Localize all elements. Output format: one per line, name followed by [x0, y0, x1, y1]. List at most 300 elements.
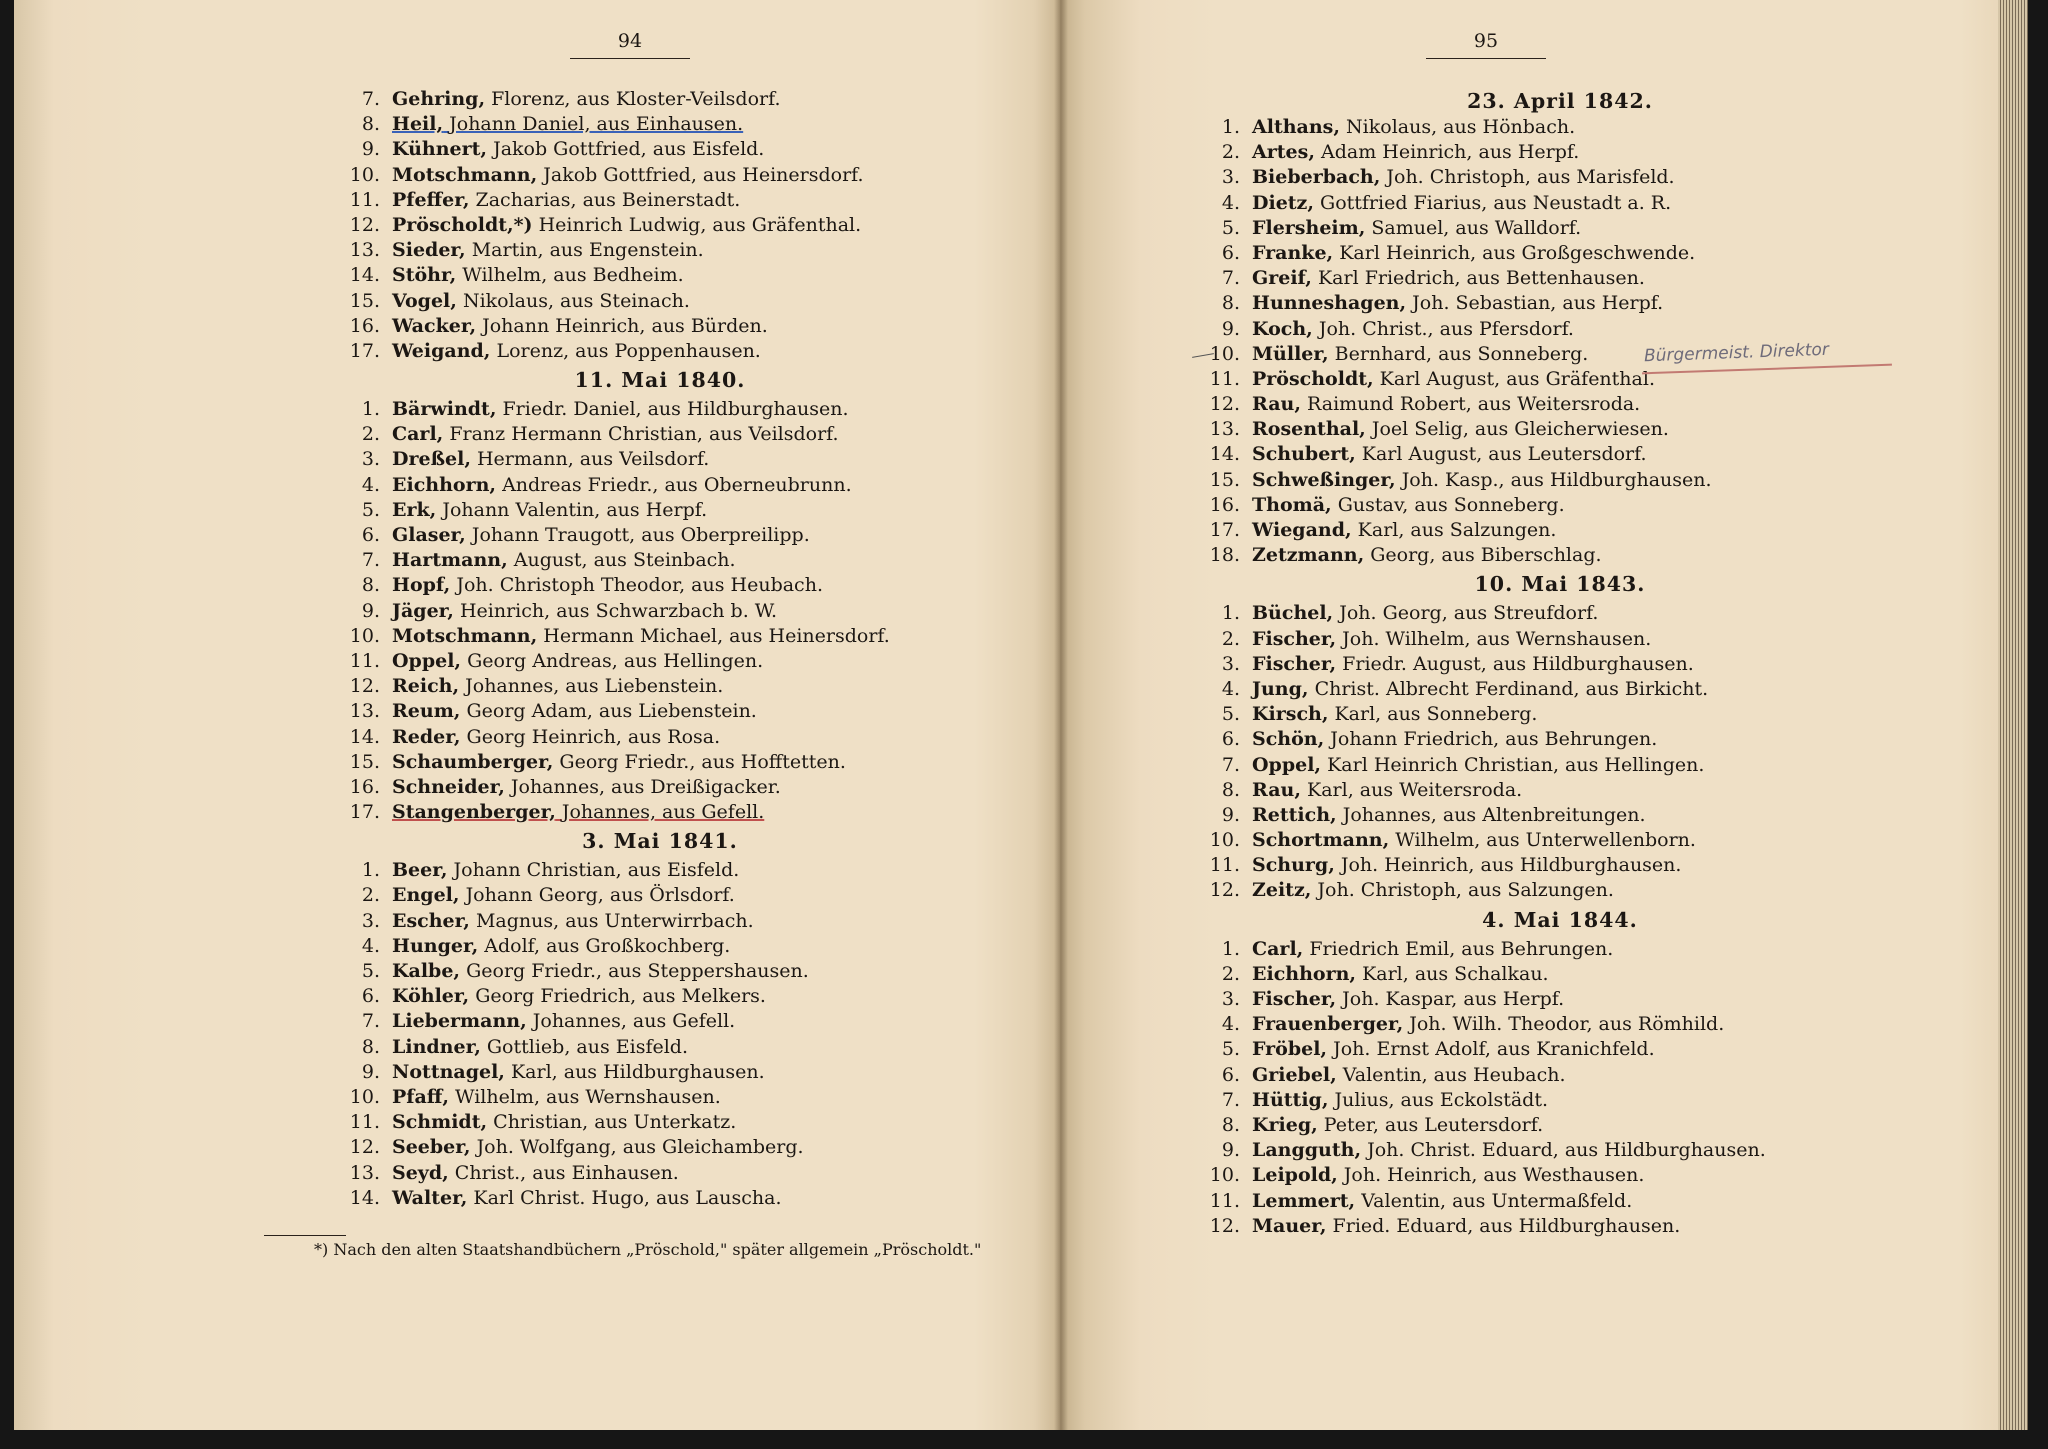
entry-surname: Zeitz,: [1252, 879, 1312, 902]
entry-surname: Pfeffer,: [392, 188, 470, 211]
entry-text: [1252, 494, 1565, 516]
list-item: [1200, 468, 1920, 493]
list-item: [340, 163, 980, 188]
entry-number: 6.: [1221, 1063, 1240, 1086]
entry-details: Johannes, aus Gefell.: [561, 801, 765, 824]
entry-text: [392, 88, 781, 110]
list-item: [340, 624, 980, 649]
entry-surname: Jäger,: [392, 599, 454, 622]
entry-surname: Schurg,: [1252, 854, 1335, 877]
entry-details: Karl Heinrich, aus Großgeschwende.: [1339, 241, 1696, 264]
list-item: [1200, 1163, 1920, 1188]
list-item: [340, 909, 980, 934]
entry-surname: Hopf,: [392, 574, 451, 597]
list-item: [1200, 216, 1920, 241]
entry-details: Georg Friedr., aus Hofftetten.: [559, 750, 846, 773]
entry-surname: Fischer,: [1252, 988, 1337, 1010]
entry-number: 8.: [1221, 1113, 1240, 1136]
entry-surname: Oppel,: [392, 649, 462, 672]
entry-text: [1252, 728, 1657, 750]
list-item: [1200, 367, 1920, 392]
list-item: [1200, 266, 1920, 291]
entry-surname: Reum,: [392, 700, 461, 723]
entry-number: 15.: [1209, 468, 1240, 491]
entry-number: 7.: [361, 549, 380, 572]
list-item: [1200, 1088, 1920, 1113]
list-item: [1200, 803, 1920, 828]
list-item: [340, 548, 980, 573]
entry-details: Karl, aus Schalkau.: [1362, 962, 1549, 985]
open-book: [14, 0, 2014, 1430]
list-item: [1200, 937, 1920, 962]
entry-surname: Carl,: [1252, 937, 1304, 960]
entry-number: 10.: [349, 624, 380, 647]
entry-details: Heinrich, aus Schwarzbach b. W.: [459, 599, 778, 622]
entry-details: Joh. Christoph, aus Salzungen.: [1317, 879, 1614, 902]
entry-details: Wilhelm, aus Bedheim.: [462, 264, 684, 287]
entry-surname: Escher,: [392, 909, 470, 932]
entry-text: [392, 985, 766, 1007]
entry-details: Julius, aus Eckolstädt.: [1334, 1088, 1549, 1111]
date-heading: 11. Mai 1840.: [574, 368, 746, 393]
entry-surname: Pfaff,: [392, 1085, 449, 1108]
entry-text: [392, 700, 757, 722]
entry-text: [392, 600, 777, 622]
entry-details: Samuel, aus Walldorf.: [1371, 216, 1582, 239]
entry-details: Raimund Robert, aus Weitersroda.: [1307, 393, 1641, 416]
list-item: [1200, 828, 1920, 853]
entry-details: Franz Hermann Christian, aus Veilsdorf.: [449, 423, 839, 446]
entry-surname: Dreßel,: [392, 448, 471, 471]
entry-text: [392, 859, 739, 881]
entry-text: [1252, 1089, 1548, 1111]
entry-details: Joh. Ernst Adolf, aus Kranichfeld.: [1333, 1038, 1655, 1061]
entry-number: 14.: [349, 1186, 380, 1209]
list-item: [340, 422, 980, 447]
entry-text: [392, 1061, 765, 1083]
entry-number: 9.: [1221, 317, 1240, 340]
list-item: [340, 599, 980, 624]
entry-surname: Engel,: [392, 884, 460, 907]
list-item: [1200, 140, 1920, 165]
entry-number: 1.: [361, 398, 380, 421]
list-item: [340, 649, 980, 674]
list-item: [340, 188, 980, 213]
entry-text: [1252, 963, 1549, 985]
entry-surname: Fischer,: [1252, 652, 1337, 675]
entry-number: 7.: [361, 88, 380, 110]
entry-text: [392, 264, 684, 286]
entry-surname: Stangenberger,: [392, 801, 556, 824]
entry-text: [392, 239, 704, 261]
entry-surname: Carl,: [392, 423, 444, 446]
list-item: [340, 112, 980, 137]
list-item: [340, 858, 980, 883]
entry-surname: Glaser,: [392, 524, 466, 546]
entry-number: 7.: [361, 1010, 380, 1033]
list-item: [1200, 702, 1920, 727]
entry-text: [392, 650, 763, 672]
list-item: [340, 238, 980, 263]
entry-details: Joh. Georg, aus Streufdorf.: [1339, 602, 1599, 625]
entry-surname: Hunneshagen,: [1252, 292, 1407, 315]
list-item: [340, 573, 980, 598]
left-page: [14, 0, 1060, 1430]
entry-details: Hermann, aus Veilsdorf.: [476, 448, 710, 471]
list-item: [340, 523, 980, 548]
entry-text: [1252, 217, 1581, 239]
entry-surname: Franke,: [1252, 241, 1334, 264]
entry-details: Johann Traugott, aus Oberpreilipp.: [471, 524, 810, 546]
entry-details: Georg, aus Biberschlag.: [1370, 544, 1602, 567]
entry-text: [1252, 544, 1602, 566]
entry-text: [392, 398, 849, 420]
entry-text: [392, 164, 864, 186]
entry-details: Wilhelm, aus Unterwellenborn.: [1395, 829, 1696, 852]
list-item: [340, 289, 980, 314]
list-item: [1200, 853, 1920, 878]
entry-surname: Pröscholdt,*): [392, 213, 533, 236]
entry-text: [1252, 318, 1574, 340]
entry-details: Joh. Christ. Eduard, aus Hildburghausen.: [1367, 1139, 1766, 1162]
list-item: [340, 213, 980, 238]
entry-details: Karl, aus Hildburghausen.: [510, 1060, 765, 1083]
list-item: [1200, 1113, 1920, 1138]
entry-surname: Eichhorn,: [1252, 962, 1357, 985]
entry-surname: Koch,: [1252, 317, 1313, 340]
entry-text: [392, 751, 846, 773]
entry-details: Jakob Gottfried, aus Heinersdorf.: [543, 163, 864, 186]
list-item: [1200, 1214, 1920, 1239]
list-item: [340, 397, 980, 422]
entry-details: Georg Andreas, aus Hellingen.: [467, 649, 764, 672]
entry-surname: Lemmert,: [1252, 1189, 1356, 1212]
list-item: [1200, 601, 1920, 626]
list-item: [340, 725, 980, 750]
entry-surname: Schubert,: [1252, 443, 1356, 466]
entry-surname: Köhler,: [392, 985, 470, 1008]
entry-surname: Seeber,: [392, 1136, 471, 1159]
page-number: 95: [1473, 30, 1499, 52]
date-heading: 23. April 1842.: [1467, 89, 1653, 113]
entry-number: 13.: [349, 1161, 380, 1184]
entry-number: 18.: [1209, 544, 1240, 567]
entry-text: [1252, 292, 1663, 314]
entry-details: Karl August, aus Gräfenthal.: [1379, 367, 1655, 390]
entry-text: [392, 549, 736, 571]
entry-text: [1252, 1164, 1644, 1186]
list-item: [340, 1060, 980, 1085]
list-item: [340, 699, 980, 724]
entry-surname: Langguth,: [1252, 1139, 1362, 1162]
entry-details: Johann Friedrich, aus Behrungen.: [1330, 728, 1658, 751]
entry-text: [1252, 192, 1671, 214]
entry-text: [1252, 1190, 1632, 1212]
entry-text: [1252, 267, 1645, 289]
entry-number: 2.: [361, 423, 380, 446]
entry-surname: Heil,: [392, 113, 444, 136]
entry-text: [392, 935, 730, 957]
entry-number: 2.: [1221, 962, 1240, 985]
list-item: [340, 263, 980, 288]
entry-details: Johann Georg, aus Örlsdorf.: [465, 884, 735, 907]
entry-number: 11.: [1209, 854, 1240, 877]
date-heading: 3. Mai 1841.: [582, 829, 738, 854]
entry-number: 8.: [1221, 292, 1240, 315]
entry-surname: Leipold,: [1252, 1164, 1338, 1187]
entry-details: Joh. Sebastian, aus Herpf.: [1412, 292, 1664, 315]
entry-number: 5.: [361, 960, 380, 982]
entry-surname: Eichhorn,: [392, 473, 497, 496]
entry-number: 3.: [361, 909, 380, 932]
list-item: [340, 137, 980, 162]
entry-surname: Hartmann,: [392, 549, 508, 572]
entry-number: 1.: [361, 859, 380, 882]
entry-text: [1252, 343, 1588, 365]
entry-number: 10.: [349, 1085, 380, 1108]
entry-text: [392, 776, 781, 798]
entry-surname: Schortmann,: [1252, 829, 1390, 852]
entry-text: [1252, 1215, 1680, 1237]
entry-surname: Griebel,: [1252, 1063, 1337, 1086]
entry-number: 7.: [1221, 753, 1240, 776]
entry-number: 11.: [349, 649, 380, 672]
entry-details: Joh. Heinrich, aus Hildburghausen.: [1340, 854, 1682, 877]
entry-number: 6.: [1221, 241, 1240, 264]
entry-number: 12.: [349, 1136, 380, 1159]
entry-text: [1252, 519, 1556, 541]
entry-details: Karl, aus Sonneberg.: [1334, 703, 1538, 726]
entry-surname: Weigand,: [392, 339, 491, 362]
entry-number: 15.: [349, 289, 380, 312]
entry-number: 14.: [349, 264, 380, 287]
entry-surname: Schmidt,: [392, 1111, 488, 1134]
entry-text: [392, 474, 852, 496]
list-item: [1200, 1012, 1920, 1037]
entry-number: 7.: [1221, 267, 1240, 290]
entry-text: [392, 524, 810, 546]
entry-details: Joh. Christ., aus Pfersdorf.: [1318, 317, 1574, 340]
entry-number: 5.: [1221, 216, 1240, 239]
entry-surname: Kirsch,: [1252, 703, 1329, 726]
entry-text: [392, 138, 764, 160]
entry-surname: Walter,: [392, 1186, 468, 1209]
entry-details: Nikolaus, aus Hönbach.: [1346, 116, 1576, 138]
entry-number: 7.: [1221, 1088, 1240, 1111]
right-page: [1060, 0, 2014, 1430]
date-heading: 4. Mai 1844.: [1482, 907, 1638, 932]
entry-details: Christ., aus Einhausen.: [454, 1161, 679, 1184]
entry-text: [1252, 1013, 1724, 1035]
entry-number: 12.: [1209, 879, 1240, 902]
entry-details: Johann Heinrich, aus Bürden.: [482, 314, 768, 337]
entry-text: [1252, 1064, 1566, 1086]
book-gutter: [1054, 0, 1068, 1430]
entry-details: Fried. Eduard, aus Hildburghausen.: [1332, 1214, 1681, 1237]
list-item: [340, 1009, 980, 1034]
list-item: [1200, 1063, 1920, 1088]
entry-number: 11.: [349, 188, 380, 211]
entry-details: Joh. Wilh. Theodor, aus Römhild.: [1409, 1013, 1725, 1036]
entry-surname: Krieg,: [1252, 1113, 1318, 1136]
entry-surname: Sieder,: [392, 239, 466, 262]
entry-details: Johann Christian, aus Eisfeld.: [453, 859, 740, 882]
entry-details: Johann Valentin, aus Herpf.: [442, 498, 708, 521]
entry-surname: Bärwindt,: [392, 398, 497, 421]
entry-details: Johannes, aus Dreißigacker.: [510, 775, 781, 798]
entry-details: Adolf, aus Großkochberg.: [484, 934, 731, 957]
entry-surname: Mauer,: [1252, 1214, 1327, 1237]
entry-number: 9.: [361, 599, 380, 622]
list-item: [340, 314, 980, 339]
entry-details: Karl, aus Salzungen.: [1357, 519, 1557, 541]
entry-text: [392, 214, 861, 236]
entry-details: Johannes, aus Gefell.: [532, 1010, 736, 1033]
list-item: [1200, 727, 1920, 752]
entry-details: Gottlieb, aus Eisfeld.: [486, 1035, 689, 1058]
entry-details: Gustav, aus Sonneberg.: [1337, 493, 1565, 516]
list-item: [340, 473, 980, 498]
entry-surname: Schweßinger,: [1252, 468, 1396, 491]
list-item: [340, 984, 980, 1009]
entry-number: 10.: [1209, 342, 1240, 365]
list-item: [1200, 987, 1920, 1012]
entry-text: [1252, 854, 1681, 876]
entry-number: 16.: [1209, 493, 1240, 516]
entry-surname: Schaumberger,: [392, 750, 554, 773]
list-item: [1200, 543, 1920, 568]
entry-surname: Erk,: [392, 498, 437, 521]
list-item: [340, 498, 980, 523]
list-item: [340, 1161, 980, 1186]
list-item: [1200, 165, 1920, 190]
footnote: *) Nach den alten Staatshandbüchern „Pröschold," später allgemein „Pröscholdt.": [314, 1240, 982, 1259]
entry-details: Karl Christ. Hugo, aus Lauscha.: [473, 1186, 782, 1209]
entry-surname: Bieberbach,: [1252, 166, 1381, 189]
entry-number: 12.: [1209, 1214, 1240, 1237]
list-item: [1200, 317, 1920, 342]
list-item: [340, 87, 980, 112]
entry-surname: Jung,: [1252, 677, 1309, 700]
list-item: [1200, 115, 1920, 140]
entry-number: 4.: [1221, 191, 1240, 214]
entry-text: [1252, 879, 1614, 901]
list-item: [1200, 417, 1920, 442]
entry-text: [392, 1111, 736, 1133]
entry-text: [1252, 469, 1712, 491]
entry-text: [1252, 653, 1694, 675]
list-item: [1200, 962, 1920, 987]
entry-number: 5.: [1221, 1038, 1240, 1061]
entry-text: [1252, 703, 1537, 725]
entry-surname: Rettich,: [1252, 803, 1337, 826]
entry-text: [392, 290, 690, 312]
entry-text: [392, 1036, 688, 1058]
entry-details: Valentin, aus Heubach.: [1342, 1063, 1566, 1086]
entry-details: Wilhelm, aus Wernshausen.: [455, 1085, 721, 1108]
entry-surname: Liebermann,: [392, 1010, 527, 1033]
entry-surname: Lindner,: [392, 1035, 481, 1058]
entry-number: 10.: [1209, 829, 1240, 852]
entry-surname: Nottnagel,: [392, 1060, 505, 1083]
entry-details: Georg Friedrich, aus Melkers.: [475, 985, 766, 1008]
entry-details: Zacharias, aus Beinerstadt.: [475, 188, 741, 211]
entry-surname: Beer,: [392, 859, 448, 882]
entry-text: [392, 1136, 804, 1158]
entry-number: 6.: [361, 985, 380, 1008]
entry-number: 14.: [349, 725, 380, 748]
entry-number: 2.: [1221, 627, 1240, 650]
list-item: [1200, 753, 1920, 778]
entry-text: [1252, 602, 1598, 624]
entry-text: [392, 801, 764, 823]
entry-number: 11.: [1209, 1189, 1240, 1212]
list-item: [340, 1186, 980, 1211]
entry-text: [392, 423, 839, 445]
entry-text: [392, 574, 823, 596]
entry-text: [1252, 938, 1613, 960]
entry-details: Karl August, aus Leutersdorf.: [1361, 443, 1647, 466]
entry-text: [1252, 1038, 1655, 1060]
entry-text: [392, 1010, 735, 1032]
list-item: [1200, 518, 1920, 543]
list-item: [1200, 652, 1920, 677]
entry-number: 3.: [1221, 166, 1240, 189]
entry-number: 8.: [361, 1035, 380, 1058]
date-heading: 10. Mai 1843.: [1474, 572, 1646, 597]
entry-text: [1252, 804, 1646, 826]
entry-surname: Rosenthal,: [1252, 418, 1366, 441]
entry-text: [392, 448, 709, 470]
entry-details: Karl Heinrich Christian, aus Hellingen.: [1327, 753, 1705, 776]
entry-details: Valentin, aus Untermaßfeld.: [1361, 1189, 1633, 1212]
entry-surname: Wacker,: [392, 314, 477, 337]
list-item: [1200, 241, 1920, 266]
entry-number: 16.: [349, 775, 380, 798]
entry-text: [1252, 628, 1651, 650]
entry-surname: Frauenberger,: [1252, 1013, 1404, 1036]
entry-details: Gottfried Fiarius, aus Neustadt a. R.: [1320, 191, 1672, 214]
page-number-rule: [1426, 58, 1546, 59]
entry-surname: Wiegand,: [1252, 519, 1352, 541]
entry-number: 9.: [361, 1060, 380, 1083]
entry-text: [392, 1086, 721, 1108]
entry-surname: Fröbel,: [1252, 1038, 1328, 1061]
entry-text: [392, 113, 743, 135]
entry-text: [1252, 116, 1575, 138]
list-item: [340, 959, 980, 984]
entry-number: 1.: [1221, 937, 1240, 960]
entry-text: [392, 675, 723, 697]
entry-surname: Müller,: [1252, 342, 1329, 365]
entry-details: Lorenz, aus Poppenhausen.: [496, 339, 761, 362]
entry-surname: Kühnert,: [392, 138, 488, 161]
entry-surname: Rau,: [1252, 393, 1301, 416]
entry-details: August, aus Steinbach.: [513, 549, 736, 572]
entry-number: 9.: [361, 138, 380, 161]
entry-text: [392, 189, 740, 211]
entry-text: [1252, 779, 1522, 801]
entry-details: Bernhard, aus Sonneberg.: [1334, 342, 1589, 365]
entry-number: 10.: [349, 163, 380, 186]
entry-surname: Büchel,: [1252, 602, 1334, 625]
entry-number: 6.: [1221, 728, 1240, 751]
page-edges: [1998, 0, 2028, 1430]
entry-surname: Motschmann,: [392, 624, 538, 647]
entry-details: Johannes, aus Liebenstein.: [465, 675, 724, 698]
entry-number: 17.: [349, 339, 380, 362]
entry-surname: Greif,: [1252, 267, 1312, 290]
